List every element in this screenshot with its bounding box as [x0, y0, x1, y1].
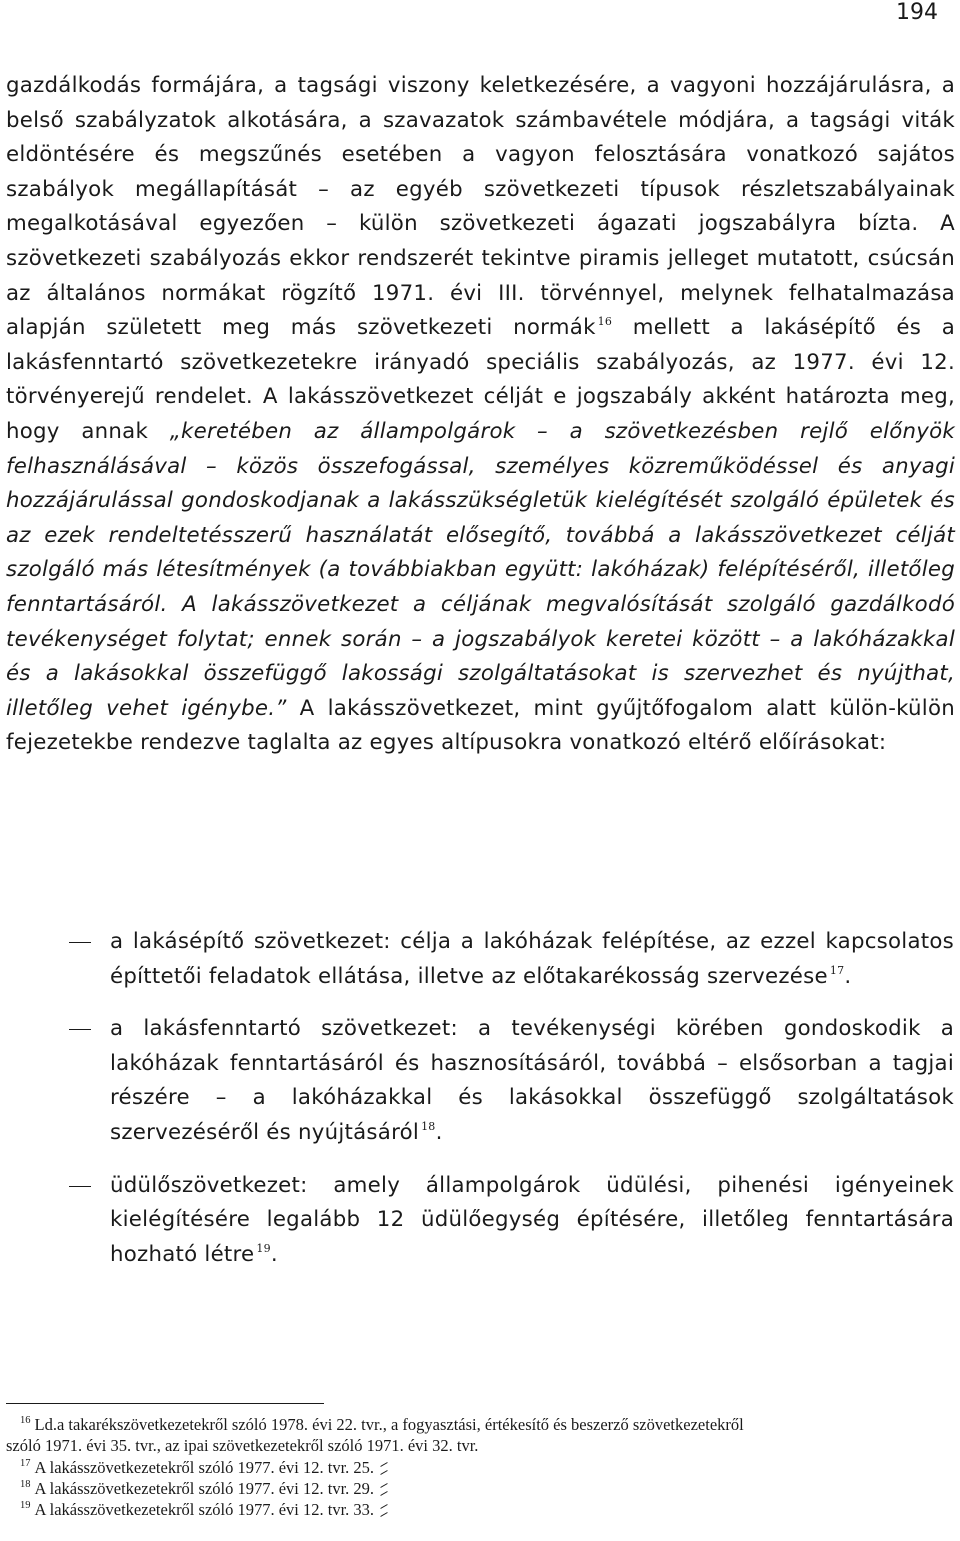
quoted-definition: „keretében az állampolgárok – a szövetkezésben rejlő előnyök felhasználásával – közös összefogással, személyes közreműködéssel és anyagi hozzájárulással gondoskodjanak a lakásszükségletük kielégítését szolgáló épületek és az ezek rendeltetésszerű használatát elősegítő, továbbá a lakásszövetkezet célját szolgáló más létesítmények (a továbbiakban együtt: lakóházak) felépítéséről, illetőleg fenntartásáról. A lakásszövetkezet a céljának megvalósítását szolgáló gazdálkodó tevékenységet folytat; ennek során – a jogszabályok keretei között – a lakóházakkal és a lakásokkal összefüggő lakossági szolgáltatásokat is szervezhet és nyújthat, illetőleg vehet igénybe.”: [6, 418, 955, 721]
list-item-tail: .: [435, 1119, 443, 1145]
dash-bullet-icon: [69, 1186, 91, 1187]
footnote-19: [6, 1499, 956, 1520]
footnotes: [6, 1414, 956, 1520]
paragraph-sign-icon: [380, 1462, 385, 1474]
paragraph-sign-icon: [380, 1483, 385, 1495]
footnote-ref-18[interactable]: 18: [421, 1119, 436, 1133]
footnote-separator: [6, 1403, 324, 1404]
footnote-text: szóló 1971. évi 35. tvr., az ipai szövetkezetekről szóló 1971. évi 32. tvr.: [6, 1436, 479, 1456]
footnote-number: 16: [20, 1415, 31, 1426]
footnote-ref-19[interactable]: 19: [256, 1241, 271, 1255]
footnote-16: [6, 1414, 956, 1435]
list-item-tail: .: [844, 963, 852, 989]
paragraph-sign-icon: [380, 1504, 385, 1516]
body-text-part-1: gazdálkodás formájára, a tagsági viszony keletkezésére, a vagyoni hozzájárulásra, a belső szabályzatok alkotására, a szavazatok számbavétele módjára, a tagsági viták eldöntésére és megszűnés esetében a vagyon felosztására vonatkozó sajátos szabályok megállapítását – az egyéb szövetkezeti típusok részletszabályainak megalkotásával egyezően – külön szövetkezeti ágazati jogszabályra bízta. A szövetkezeti szabályozás ekkor rendszerét tekintve piramis jelleget mutatott, csúcsán az általános normákat rögzítő 1971. évi III. törvénnyel, melynek felhatalmazása alapján született meg más szövetkezeti normák: [6, 73, 955, 341]
list-item: [0, 1012, 960, 1150]
footnote-number: 18: [20, 1478, 31, 1490]
footnote-text: Ld.a takarékszövetkezetekről szóló 1978. évi 22. tvr., a fogyasztási, értékesítő és beszerző szövetkezetekről: [34, 1415, 744, 1434]
footnote-text: A lakásszövetkezetekről szóló 1977. évi 12. tvr. 25.: [34, 1457, 375, 1477]
list-item-text: a lakásfenntartó szövetkezet: a tevékenységi körében gondoskodik a lakóházak fenntartásáról és hasznosításáról, továbbá – elsősorban a tagjai részére – a lakóházakkal és lakásokkal összefüggő szolgáltatások szervezéséről és nyújtásáról: [110, 1016, 954, 1145]
footnote-16-continued: [6, 1435, 956, 1456]
footnote-number: 19: [20, 1500, 31, 1512]
list-item: [0, 1169, 960, 1273]
list-item-text: a lakásépítő szövetkezet: célja a lakóházak felépítése, az ezzel kapcsolatos építtetői feladatok ellátása, illetve az előtakarékosság szervezése: [110, 929, 954, 989]
footnote-text: A lakásszövetkezetekről szóló 1977. évi 12. tvr. 29.: [34, 1478, 375, 1498]
body-text-part-2: mellett a lakásépítő és a lakásfenntartó szövetkezetekre irányadó speciális szabályozás, az 1977. évi 12. törvényerejű rendelet. A lakásszövetkezet célját e jogszabály akként határozta meg, hogy annak: [6, 315, 955, 444]
body-text-part-4: A lakásszövetkezet, mint gyűjtőfogalom alatt külön-külön fejezetekbe rendezve taglalta az egyes altípusokra vonatkozó eltérő előírásokat:: [6, 695, 956, 756]
footnote-ref-17[interactable]: 17: [829, 963, 845, 977]
footnote-18: [6, 1478, 956, 1499]
footnote-17: [6, 1457, 956, 1478]
dash-bullet-icon: [69, 1029, 91, 1030]
dash-bullet-icon: [69, 942, 91, 943]
footnote-text: A lakásszövetkezetekről szóló 1977. évi 12. tvr. 33.: [34, 1500, 375, 1520]
footnote-number: 17: [20, 1457, 31, 1469]
list-item-text: üdülőszövetkezet: amely állampolgárok üdülési, pihenési igényeinek kielégítésére legalább 12 üdülőegység építésére, illetőleg fenntartására hozható létre: [110, 1172, 954, 1267]
list-item: [0, 925, 960, 994]
body-paragraph: [6, 69, 955, 761]
page-number: 194: [896, 0, 938, 25]
footnote-ref-16[interactable]: 16: [597, 315, 613, 329]
list-item-tail: .: [270, 1241, 278, 1267]
subtype-list: [0, 925, 960, 1290]
